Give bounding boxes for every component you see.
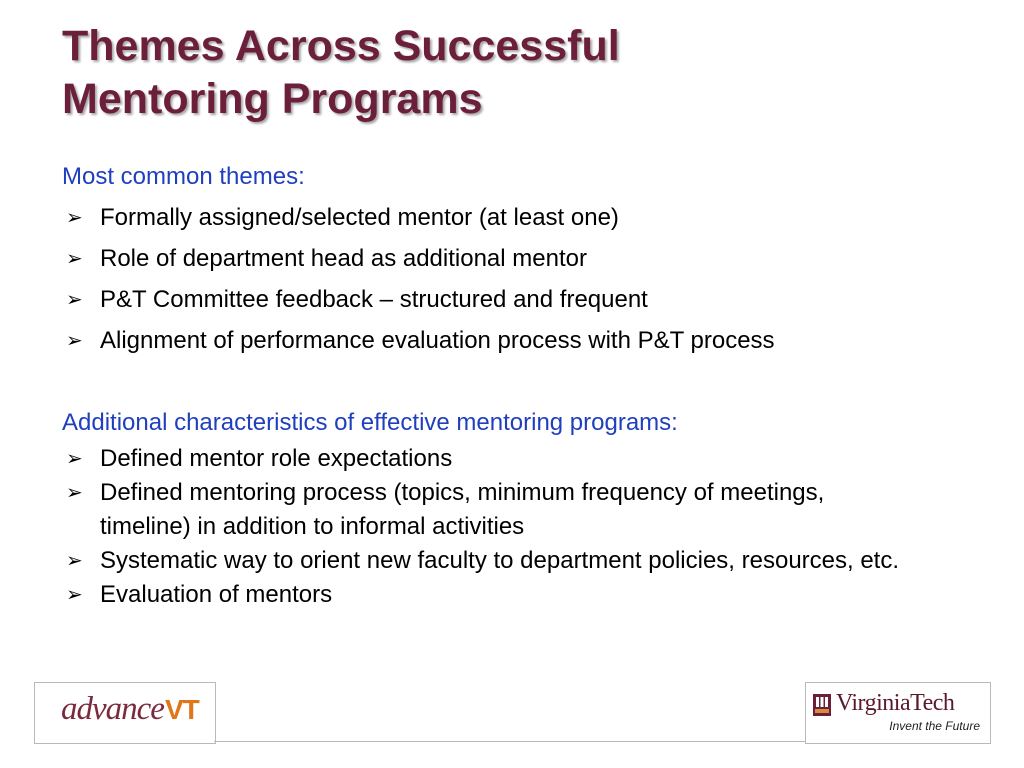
additional-characteristics-list: [62, 442, 962, 612]
list-item: [62, 442, 962, 476]
list-item-text: P&T Committee feedback – structured and frequent: [100, 286, 648, 313]
arrow-bullet-icon: ➢: [66, 289, 83, 311]
slide-title-line-1: Themes Across Successful: [62, 22, 620, 70]
list-item: [62, 242, 962, 276]
virginia-tech-wordmark: VirginiaTech: [836, 690, 955, 716]
list-item: [62, 283, 962, 317]
list-item: [62, 544, 900, 578]
virginia-tech-tagline: Invent the Future: [889, 719, 980, 733]
advance-vt-logo: [61, 691, 199, 728]
virginia-tech-logo-box: [805, 682, 991, 744]
list-item: [62, 201, 962, 235]
arrow-bullet-icon: ➢: [66, 330, 83, 352]
advance-logo-text: advance: [61, 691, 164, 727]
arrow-bullet-icon: ➢: [66, 207, 83, 229]
arrow-bullet-icon: ➢: [66, 550, 83, 572]
list-item-text: Defined mentoring process (topics, minimum frequency of meetings, timeline) in addition to informal activities: [100, 479, 825, 540]
list-item: [62, 578, 962, 612]
list-item-text: Defined mentor role expectations: [100, 445, 453, 472]
list-item: [62, 476, 860, 544]
slide-title: [62, 20, 962, 126]
list-item-text: Alignment of performance evaluation process with P&T process: [100, 327, 775, 354]
common-themes-list: [62, 201, 962, 365]
arrow-bullet-icon: ➢: [66, 482, 83, 504]
list-item-text: Evaluation of mentors: [100, 581, 333, 608]
list-item: [62, 324, 962, 358]
advance-vt-logo-box: [34, 682, 216, 744]
list-item-text: Role of department head as additional mentor: [100, 245, 587, 272]
section-heading-additional-characteristics: Additional characteristics of effective mentoring programs:: [62, 409, 678, 436]
vt-shield-icon: [812, 693, 832, 717]
arrow-bullet-icon: ➢: [66, 248, 83, 270]
list-item-text: Systematic way to orient new faculty to department policies, resources, etc.: [100, 547, 900, 574]
advance-logo-accent: VT: [164, 694, 199, 725]
list-item-text: Formally assigned/selected mentor (at least one): [100, 204, 619, 231]
arrow-bullet-icon: ➢: [66, 448, 83, 470]
slide-title-line-2: Mentoring Programs: [62, 75, 483, 123]
arrow-bullet-icon: ➢: [66, 584, 83, 606]
section-heading-common-themes: Most common themes:: [62, 163, 305, 190]
